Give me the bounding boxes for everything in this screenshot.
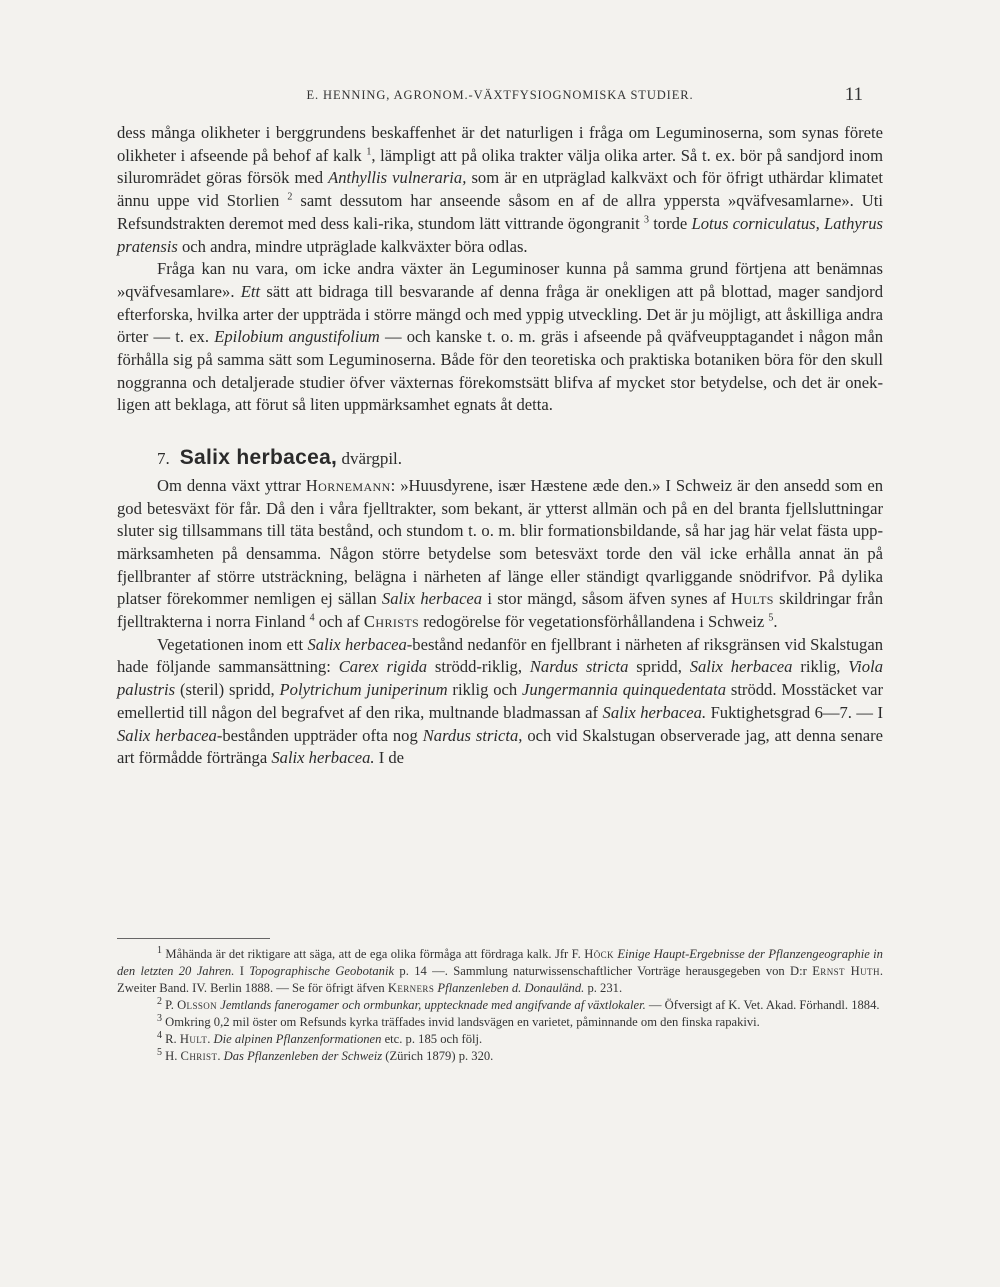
species-name: Carex rigida <box>338 657 428 677</box>
text-run: Måhända är det riktigare att säga, att de ega olika förmåga att fördraga kalk. Jfr F. <box>162 947 585 961</box>
author-name: Hults <box>731 589 774 609</box>
footnote-mark: 2 <box>157 995 162 1007</box>
author-name: Hornemann <box>305 475 391 495</box>
paragraph-leguminosae-lime <box>117 122 883 258</box>
footnote-mark: 1 <box>157 944 162 956</box>
author-name: Christ <box>180 1049 218 1063</box>
footnote-ref: 4 <box>309 612 315 624</box>
paragraph-vegetation <box>117 634 883 770</box>
text-run: p. 231. <box>584 981 623 995</box>
section-number: 7. <box>157 449 170 469</box>
footnote-3 <box>117 1014 883 1031</box>
page-number: 11 <box>844 84 863 105</box>
author-name: Ernst Huth <box>812 964 880 978</box>
text-run: skildringar från fjelltrakterna i norra Finland <box>117 589 883 632</box>
text-run: riklig och <box>447 680 523 700</box>
text-run: : »Huusdyrene, især Hæstene æde den.» I Schweiz är den ansedd som en god betesväxt för får. Då den i våra fjelltrakter, som bekant, är ytterst allmän och på en del branta fjellsluttningar sluter sig tillsammans till täta bestånd, och stundom t. o. m. blir formationsbildande, så har jag här velat fästa uppmärksamheten på densamma. Någon större betydelse som betesväxt torde den väl icke erhålla annat än på fjellbranter af större utsträckning, belägna i närheten af länge eller ständigt qvarliggande snödrifvor. På dylika platser förekommer nemligen ej sällan <box>117 475 884 609</box>
footnote-4 <box>117 1031 883 1048</box>
body-text <box>117 122 883 770</box>
text-run: Omkring 0,2 mil öster om Refsunds kyrka träffades invid landsvägen en varietet, påminnande om den finska rapakivi. <box>162 1015 760 1029</box>
text-run: H. <box>162 1049 181 1063</box>
text-run: riklig, <box>792 657 849 677</box>
species-name: Salix herbacea <box>307 634 407 654</box>
author-name: Christs <box>363 612 420 632</box>
species-name: Anthyllis vulneraria, <box>328 168 467 188</box>
paragraph-salix-pasture <box>117 475 883 634</box>
text-run: (steril) spridd, <box>175 680 280 700</box>
text-run: I de <box>374 748 405 768</box>
work-title: Pflanzenleben d. Donauländ. <box>437 981 585 995</box>
footnote-5 <box>117 1048 883 1065</box>
species-name: Polytrichum juniperinum <box>279 680 448 700</box>
text-run: p. 14 —. Sammlung naturwissenschaftlicher Vorträge herausgegeben von D:r <box>394 964 813 978</box>
text-run: Om denna växt yttrar <box>157 475 306 495</box>
running-title: E. HENNING, AGRONOM.-VÄXTFYSIOGNOMISKA STUDIER. <box>306 88 694 102</box>
species-name: Salix herbacea <box>381 589 483 609</box>
author-name: Hult <box>179 1032 208 1046</box>
footnote-ref: 2 <box>287 191 293 203</box>
work-title: Das Pflanzenleben der Schweiz <box>223 1049 383 1063</box>
species-name: Salix herbacea. <box>271 748 375 768</box>
text-run: . <box>773 612 778 632</box>
text-run: spridd, <box>628 657 690 677</box>
text-run: och andra, mindre utpräglade kalkväxter böra odlas. <box>177 236 528 256</box>
text-run: . <box>217 1049 224 1063</box>
species-name: Jungermannia quinquedentata <box>522 680 726 700</box>
species-name: Lotus corniculatus, Lathyrus pratensis <box>117 213 883 256</box>
text-run: torde <box>648 213 692 233</box>
text-run: — och kanske t. o. m. gräs i afseende på qväfveupptagandet i någon mån förhålla sig på samma sätt som Leguminoserna. Både för den teoretiska och praktiska botaniken böra för den skull noggranna och detaljerade studier öfver växternas förekomstsätt blifva af mycket stor betydelse, och det är onekligen att beklaga, att förut så liten uppmärksamhet egnats åt detta. <box>117 327 884 415</box>
text-run: dess många olikheter i berggrundens beskaffenhet är det naturligen i fråga om Leguminoserna, som synas förete olikheter i afseende på behof af kalk <box>117 123 883 165</box>
work-title: Die alpinen Pflanzenformationen <box>213 1032 382 1046</box>
paragraph-nitrogen-collectors <box>117 258 883 417</box>
text-run: etc. p. 185 och följ. <box>381 1032 483 1046</box>
text-run: sätt att bidraga till besvarande af denna fråga är onekligen att på blottad, mager sandjord efterforska, hvilka arter der uppträda i större mängd och med yppig utveckling. Det är ju möjligt, att åskilliga andra örter — t. ex. <box>117 281 883 347</box>
text-run: strödd. Mosstäcket var emellertid till någon del begrafvet af den rika, multnande bladmassan af <box>117 680 883 722</box>
footnote-mark: 5 <box>157 1046 162 1058</box>
text-run: som är en utpräglad kalkväxt och för öfrigt uthärdar klimatet ännu uppe vid Storlien <box>117 168 883 211</box>
text-run: — Öfversigt af K. Vet. Akad. Förhandl. 1884. <box>645 998 880 1012</box>
text-run: Fuktighetsgrad 6—7. — I <box>706 702 883 722</box>
footnote-ref: 5 <box>768 612 774 624</box>
text-run: I <box>234 964 250 978</box>
footnote-2 <box>117 997 883 1014</box>
section-common-name: dvärgpil. <box>337 449 403 469</box>
species-name: Salix herbacea <box>689 657 793 677</box>
species-name: Viola palustris <box>117 657 883 700</box>
text-run: Vegetationen inom ett <box>157 634 308 654</box>
section-heading <box>157 447 883 471</box>
running-head <box>0 84 1000 108</box>
text-run: , lämpligt att på olika trakter välja olika arter. Så t. ex. bör på sandjord inom siluromrädet göras försök med <box>117 145 883 188</box>
text-run: i stor mängd, såsom äfven synes af <box>482 589 731 609</box>
text-run: . <box>207 1032 214 1046</box>
emphasis: Ett <box>240 281 261 301</box>
footnote-ref: 3 <box>643 214 649 226</box>
section-species: Salix herbacea, <box>179 446 338 470</box>
footnote-mark: 3 <box>157 1012 162 1024</box>
footnote-ref: 1 <box>366 146 372 158</box>
text-run: redogörelse för vegetationsförhållandena i Schweiz <box>419 612 769 632</box>
text-run: strödd-riklig, <box>427 657 530 677</box>
species-name: Nardus stricta <box>529 657 629 677</box>
species-name: Epilobium angustifolium <box>214 327 380 347</box>
text-run: -bestånd nedanför en fjellbrant i närheten af riksgränsen vid Skalstugan hade följande sammansättning: <box>117 634 884 677</box>
text-run: och af <box>314 612 364 632</box>
species-name: Salix herbacea <box>117 725 217 745</box>
footnotes <box>117 946 883 1065</box>
species-name: Nardus stricta, <box>422 725 523 745</box>
author-name: Höck <box>584 947 614 961</box>
text-run: -bestånden uppträder ofta nog <box>216 725 423 745</box>
footnote-divider <box>117 938 270 939</box>
text-run: och vid Skalstugan observerade jag, att denna senare art förmådde förtränga <box>117 725 883 768</box>
text-run: P. <box>162 998 178 1012</box>
text-run: samt dessutom har anseende såsom en af de allra yppersta »qväfvesamlarne». Uti Refsundstrakten deremot med dess kali-rika, stundom lätt vittrande ögongranit <box>117 191 883 233</box>
author-name: Olsson <box>177 998 218 1012</box>
text-run: . Zweiter Band. IV. Berlin 1888. — Se för öfrigt äfven <box>117 964 883 995</box>
author-name: Kerners <box>387 981 435 995</box>
text-run: Fråga kan nu vara, om icke andra växter än Leguminoser kunna på samma grund förtjena att benämnas »qväfvesamlare». <box>117 259 883 301</box>
footnote-mark: 4 <box>157 1029 162 1041</box>
work-title: Einige Haupt-Ergebnisse der Pflanzengeographie in den letzten 20 Jahren. <box>117 947 883 978</box>
work-title: Jemtlands fanerogamer och ormbunkar, upptecknade med angifvande af växtlokaler. <box>220 998 646 1012</box>
text-run: (Zürich 1879) p. 320. <box>382 1049 494 1063</box>
work-title: Topographische Geobotanik <box>249 964 395 978</box>
footnote-1 <box>117 946 883 997</box>
species-name: Salix herbacea. <box>602 702 707 722</box>
text-run: R. <box>162 1032 180 1046</box>
